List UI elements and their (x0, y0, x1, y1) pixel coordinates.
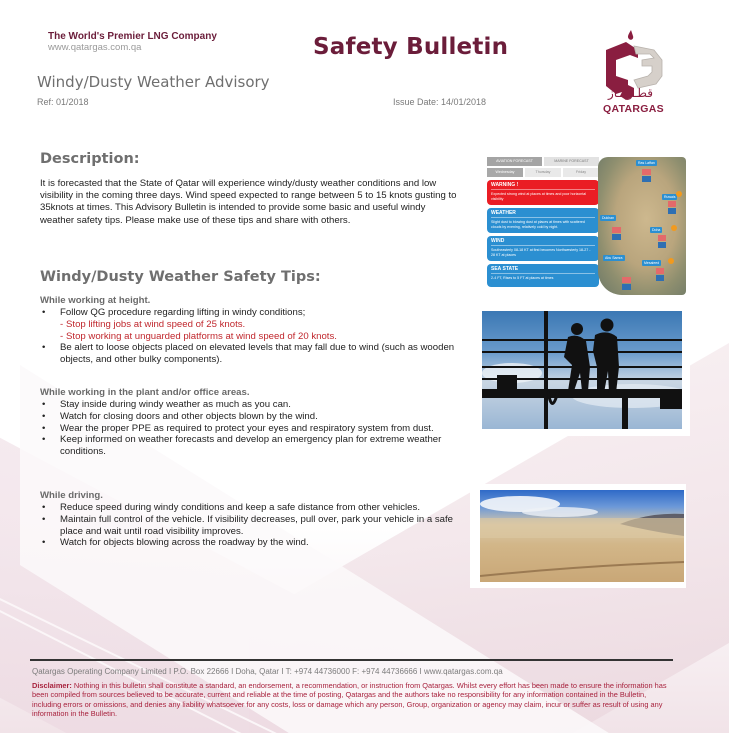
list-item: • Keep informed on weather forecasts and develop an emergency plan for extreme weather conditions. (42, 434, 442, 458)
list-item: • Reduce speed during windy conditions and keep a safe distance from other vehicles. (42, 502, 420, 513)
sun-icon (671, 225, 677, 231)
list-item: • Stay inside during windy weather as much as you can. (42, 399, 291, 410)
wind-title: WIND (491, 238, 595, 246)
list-item: • Watch for objects blowing across the roadway by the wind. (42, 537, 309, 549)
tips-group-title: While working in the plant and/or office areas. (40, 387, 250, 398)
day-tab-friday[interactable]: Friday (563, 168, 599, 177)
bullet-icon: • (42, 502, 46, 513)
map-temp-badge (622, 277, 631, 283)
warning-card (487, 180, 599, 205)
day-tab-thursday[interactable]: Thursday (525, 168, 561, 177)
map-label: Ruwais (664, 195, 676, 199)
page-title: Safety Bulletin (313, 34, 509, 60)
description-heading: Description: (40, 151, 140, 167)
qatar-weather-map (598, 157, 686, 295)
list-item: • Watch for closing doors and other objects blown by the wind. (42, 410, 318, 422)
logo-wordmark: QATARGAS (603, 103, 664, 115)
workers-at-height-photo (482, 311, 682, 429)
map-wind-badge (658, 242, 666, 248)
warning-body: Expected strong wind at places at times and poor horizontal visibility (491, 192, 587, 201)
bullet-icon: • (42, 342, 46, 354)
dash-icon: - (60, 330, 64, 342)
weather-forecast-widget (487, 157, 599, 297)
bullet-icon: • (42, 422, 46, 434)
weather-title: WEATHER (491, 210, 595, 218)
list-item: • Maintain full control of the vehicle. If visibility decreases, pull over, park your vehicle in a safe place and wait until road visibility improves. (42, 513, 454, 537)
workers-silhouette-icon (482, 311, 682, 429)
disclaimer (32, 681, 677, 718)
map-temp-badge (612, 227, 621, 233)
list-item: • Be alert to loose objects placed on elevated levels that may fall due to wind (such as wooden objects, and other bulky components). (42, 342, 455, 366)
sandstorm-photo (480, 490, 684, 582)
tips-list-driving (40, 502, 470, 549)
weather-body: Slight dust to blowing dust at places at times with scattered clouds by evening, relatively cold by night. (491, 220, 585, 229)
wind-body: Southeasterly 08-18 KT at first becomes Northwesterly 18-27 - 28 KT at places (491, 248, 591, 257)
map-label: Mesaieed (644, 261, 660, 265)
footer-divider (30, 659, 673, 661)
forecast-tabs (487, 157, 599, 166)
map-wind-badge (656, 275, 664, 281)
map-temp-badge (668, 201, 676, 207)
map-wind-badge (622, 284, 631, 290)
bullet-icon: • (42, 307, 46, 318)
bullet-icon: • (42, 410, 46, 422)
sandstorm-scene-icon (480, 490, 684, 582)
tab-marine-forecast[interactable]: MARINE FORECAST (544, 157, 599, 166)
map-wind-badge (612, 234, 621, 240)
bullet-icon: • (42, 399, 46, 410)
tips-group-title: While driving. (40, 490, 103, 501)
map-label: Doha (652, 228, 661, 232)
description-text: It is forecasted that the State of Qatar will experience windy/dusty weather conditions and low visibility in the coming three days. Wind speed expected to range between 5 to 15 knots gusting to 35knots at times. This Advisory Bulletin is intended to provide some basic and useful windy weather safety tips. Please make use of these tips and share with others. (40, 178, 457, 226)
tab-aviation-forecast[interactable]: AVIATION FORECAST (487, 157, 542, 166)
list-subitem: - Stop working at unguarded platforms at wind speed of 20 knots. (60, 330, 337, 342)
forecast-day-tabs (487, 168, 599, 177)
sea-state-body: 2-4 FT, Rises to 5 FT at places at times (491, 276, 554, 280)
sea-state-title: SEA STATE (491, 266, 595, 274)
sea-state-card (487, 264, 599, 287)
map-label: Abu Samra (605, 256, 623, 260)
logo-arabic-text: قطـرغـاز (608, 86, 653, 100)
warning-title: WARNING ! (491, 182, 595, 190)
list-subitem: - Stop lifting jobs at wind speed of 25 knots. (60, 318, 246, 330)
footer-contact-info: Qatargas Operating Company Limited I P.O. Box 22666 I Doha, Qatar I T: +974 44736000 F: +974 44736666 I www.qatargas.com.qa (32, 667, 503, 676)
tips-list-plant (40, 399, 470, 458)
reference-number: Ref: 01/2018 (37, 97, 89, 107)
tips-group-title: While working at height. (40, 295, 151, 306)
map-temp-badge (658, 235, 666, 241)
disclaimer-label: Disclaimer: (32, 681, 72, 690)
company-tagline: The World's Premier LNG Company (48, 31, 217, 42)
map-wind-badge (668, 208, 676, 214)
bullet-icon: • (42, 537, 46, 549)
wind-card (487, 236, 599, 261)
map-label: Ras Laffan (638, 161, 655, 165)
sun-icon (676, 191, 682, 197)
dash-icon: - (60, 318, 64, 330)
map-temp-badge (656, 268, 664, 274)
day-tab-wednesday[interactable]: Wednesday (487, 168, 523, 177)
tips-heading: Windy/Dusty Weather Safety Tips: (40, 269, 321, 285)
list-item: • Wear the proper PPE as required to protect your eyes and respiratory system from dust. (42, 422, 434, 434)
company-website[interactable]: www.qatargas.com.qa (48, 42, 142, 53)
issue-date: Issue Date: 14/01/2018 (393, 97, 487, 107)
sun-icon (668, 258, 674, 264)
disclaimer-text: Nothing in this bulletin shall constitute a standard, an endorsement, a recommendation, or instruction from Qatargas. Whilst every effort has been made to ensure the information has been compiled from sources believed to be accurate, current and reliable at the time of posting, Qatargas and the authors take no responsibility for any information contained in the Bulletin, including errors or omissions, and denies any liability whatsoever for any costs, loss or damage which any person, Group, organization or agency may claim, incur or suffer as result of using any information in the Bulletin. (32, 681, 667, 718)
map-wind-badge (642, 176, 651, 182)
map-label: Dukhan (602, 216, 615, 220)
bullet-icon: • (42, 434, 46, 446)
list-item: • Follow QG procedure regarding lifting in windy conditions; (42, 307, 306, 318)
bullet-icon: • (42, 513, 46, 525)
weather-card (487, 208, 599, 233)
advisory-subtitle: Windy/Dusty Weather Advisory (37, 73, 270, 91)
tips-list-height (40, 307, 470, 366)
map-temp-badge (642, 169, 651, 175)
